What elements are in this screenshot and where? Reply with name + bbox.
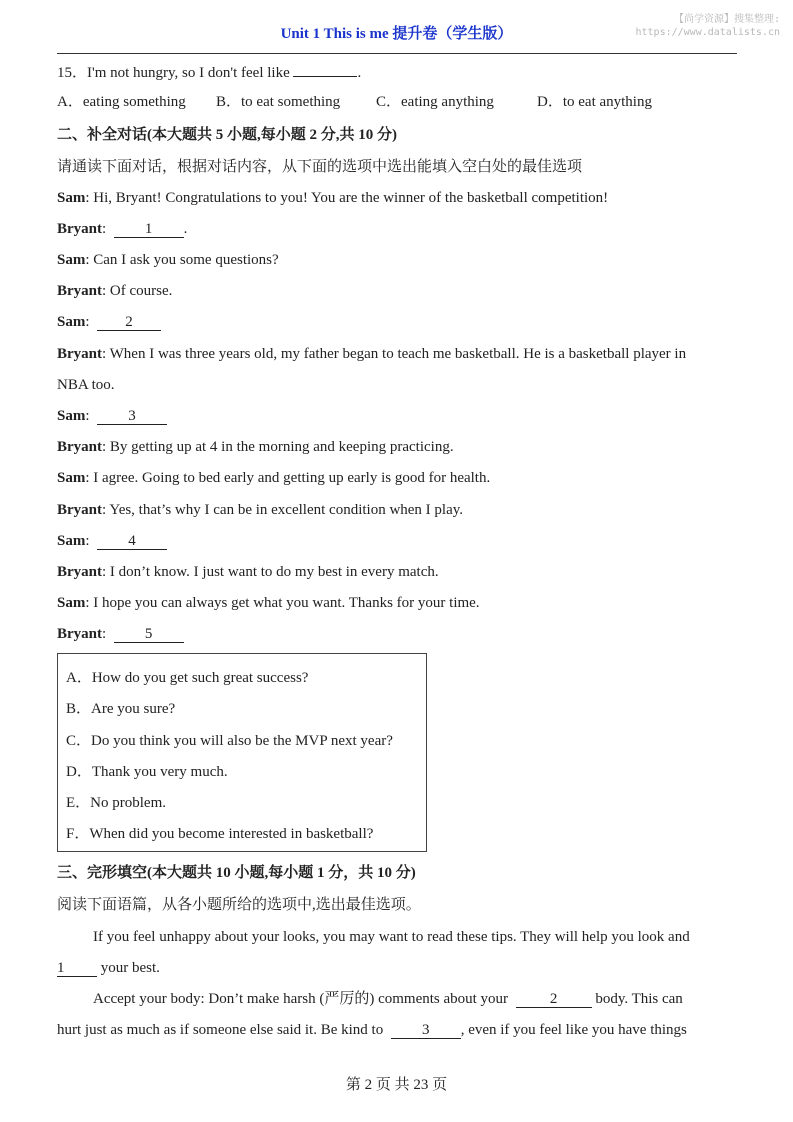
passage-text: , even if you feel like you have things [460, 1022, 687, 1038]
options-box [57, 653, 427, 852]
page-number: 第 2 页 共 23 页 [345, 1077, 448, 1093]
dialogue-line-9 [57, 468, 490, 488]
section-3-instruction: 阅读下面语篇，从各小题所给的选项中,选出最佳选项。 [57, 897, 421, 913]
passage-text: hurt just as much as if someone else said it. Be kind to [57, 1022, 384, 1038]
passage-text: body. This can [591, 991, 683, 1007]
dialogue-line-8 [57, 437, 454, 457]
q15-option-a: A．eating something [57, 94, 186, 110]
dialogue-text: : I agree. Going to bed early and getting up early is good for health. [85, 470, 491, 486]
dialogue-line-3 [57, 250, 279, 270]
dialogue-blank-1: 1 [114, 221, 184, 238]
dialogue-text: : Yes, that’s why I can be in excellent condition when I play. [102, 502, 464, 518]
speaker: Sam [57, 252, 86, 268]
section-2-heading: 二、补全对话(本大题共 5 小题,每小题 2 分,共 10 分) [57, 127, 397, 143]
section-3-heading: 三、完形填空(本大题共 10 小题,每小题 1 分，共 10 分) [57, 865, 416, 881]
speaker: Bryant [57, 439, 102, 455]
speaker: Sam [57, 314, 86, 330]
dialogue-line-6 [57, 344, 686, 364]
dialogue-text: : [102, 626, 107, 642]
passage-p2-line2 [57, 1020, 687, 1040]
dialogue-text: : Can I ask you some questions? [85, 252, 279, 268]
speaker: Sam [57, 408, 86, 424]
passage-p1-line1: If you feel unhappy about your looks, you may want to read these tips. They will help you look and [93, 929, 690, 945]
dialogue-line-14 [57, 624, 184, 644]
dialogue-text: : [85, 408, 90, 424]
speaker: Sam [57, 190, 86, 206]
q15-option-d: D．to eat anything [537, 94, 652, 110]
option-e: E．No problem. [66, 795, 166, 811]
dialogue-line-10 [57, 500, 463, 520]
speaker: Sam [57, 595, 86, 611]
dialogue-text: : I hope you can always get what you want. Thanks for your time. [85, 595, 480, 611]
header-rule [57, 53, 737, 54]
cloze-blank-1: 1 [57, 960, 97, 977]
dialogue-text: : I don’t know. I just want to do my best in every match. [102, 564, 439, 580]
question-15-end: . [357, 65, 362, 81]
document-title: Unit 1 This is me 提升卷（学生版） [280, 26, 513, 42]
question-15-stem: 15．I'm not hungry, so I don't feel like [57, 65, 290, 81]
passage-text: your best. [97, 960, 160, 976]
dialogue-blank-5: 5 [114, 626, 184, 643]
dialogue-text: : When I was three years old, my father began to teach me basketball. He is a basketball player in [102, 346, 687, 362]
section-2-instruction: 请通读下面对话，根据对话内容，从下面的选项中选出能填入空白处的最佳选项 [57, 159, 583, 175]
watermark-line-1: 【尚学资源】搜集整理: [673, 14, 780, 25]
passage-text: Accept your body: Don’t make harsh (严厉的) comments about your [93, 991, 509, 1007]
dialogue-text: . [183, 221, 188, 237]
watermark [600, 13, 780, 39]
dialogue-line-1 [57, 188, 608, 208]
speaker: Bryant [57, 626, 102, 642]
dialogue-text: : [102, 221, 107, 237]
dialogue-text: : [85, 533, 90, 549]
passage-p2-line1 [93, 989, 683, 1009]
q15-option-b: B．to eat something [216, 94, 341, 110]
dialogue-line-2 [57, 219, 187, 239]
speaker: Sam [57, 533, 86, 549]
dialogue-text: : [85, 314, 90, 330]
speaker: Sam [57, 470, 86, 486]
dialogue-blank-4: 4 [97, 533, 167, 550]
question-15-blank [293, 76, 357, 77]
speaker: Bryant [57, 346, 102, 362]
passage-p1-line2 [57, 958, 160, 978]
speaker: Bryant [57, 502, 102, 518]
dialogue-line-6-cont: NBA too. [57, 377, 115, 393]
question-15 [57, 63, 361, 83]
dialogue-blank-2: 2 [97, 314, 161, 331]
cloze-blank-2: 2 [516, 991, 592, 1008]
option-d: D．Thank you very much. [66, 764, 228, 780]
q15-option-c: C．eating anything [376, 94, 494, 110]
dialogue-text: : By getting up at 4 in the morning and keeping practicing. [102, 439, 454, 455]
dialogue-text: : Hi, Bryant! Congratulations to you! You are the winner of the basketball competition! [85, 190, 609, 206]
dialogue-line-12 [57, 562, 439, 582]
speaker: Bryant [57, 283, 102, 299]
dialogue-blank-3: 3 [97, 408, 167, 425]
option-c: C．Do you think you will also be the MVP next year? [66, 733, 393, 749]
option-b: B．Are you sure? [66, 701, 176, 717]
cloze-blank-3: 3 [391, 1022, 461, 1039]
speaker: Bryant [57, 564, 102, 580]
option-f: F．When did you become interested in basketball? [66, 826, 374, 842]
dialogue-line-13 [57, 593, 480, 613]
dialogue-line-4 [57, 281, 172, 301]
dialogue-line-5 [57, 312, 161, 332]
option-a: A．How do you get such great success? [66, 670, 309, 686]
dialogue-line-11 [57, 531, 167, 551]
dialogue-text: : Of course. [102, 283, 173, 299]
watermark-line-2: https://www.datalists.cn [635, 27, 780, 38]
dialogue-line-7 [57, 406, 167, 426]
speaker: Bryant [57, 221, 102, 237]
